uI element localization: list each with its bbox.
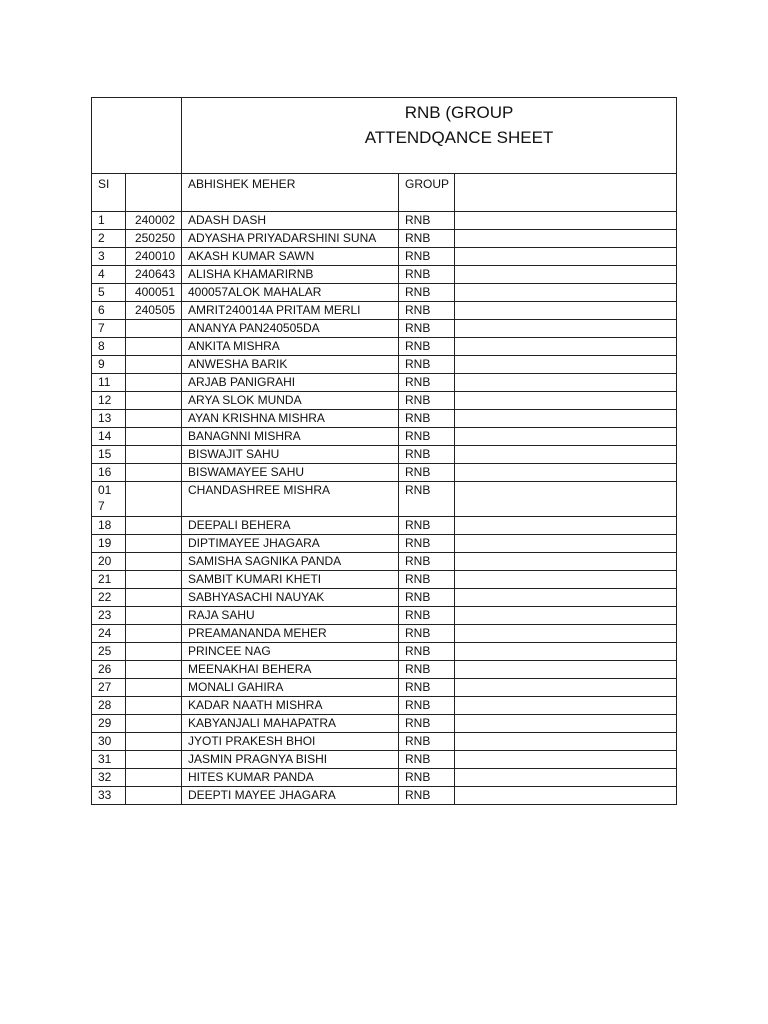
header-name: ABHISHEK MEHER: [182, 174, 399, 212]
row-si-cell: 8: [92, 338, 126, 356]
table-row: [92, 553, 677, 571]
row-name-cell: ANWESHA BARIK: [182, 356, 399, 374]
row-group-cell: RNB: [399, 643, 455, 661]
row-name-cell: MONALI GAHIRA: [182, 679, 399, 697]
row-code-cell: [126, 428, 182, 446]
row-name-cell: 400057ALOK MAHALAR: [182, 284, 399, 302]
row-name-cell: MEENAKHAI BEHERA: [182, 661, 399, 679]
title-row: [92, 98, 677, 174]
row-code-cell: [126, 553, 182, 571]
row-code-cell: [126, 661, 182, 679]
row-name-cell: BISWAJIT SAHU: [182, 446, 399, 464]
row-group-cell: RNB: [399, 589, 455, 607]
row-extra-cell: [455, 428, 677, 446]
row-code-cell: 400051: [126, 284, 182, 302]
row-group-cell: RNB: [399, 302, 455, 320]
table-row: [92, 482, 677, 517]
row-si-cell: 7: [92, 320, 126, 338]
row-code-cell: [126, 715, 182, 733]
row-si-cell: 14: [92, 428, 126, 446]
row-group-cell: RNB: [399, 392, 455, 410]
table-row: [92, 410, 677, 428]
row-group-cell: RNB: [399, 320, 455, 338]
table-row: [92, 535, 677, 553]
header-code: [126, 174, 182, 212]
table-row: [92, 571, 677, 589]
row-group-cell: RNB: [399, 625, 455, 643]
table-row: [92, 230, 677, 248]
row-name-cell: CHANDASHREE MISHRA: [182, 482, 399, 517]
row-name-cell: KABYANJALI MAHAPATRA: [182, 715, 399, 733]
table-row: [92, 374, 677, 392]
row-code-cell: [126, 769, 182, 787]
row-extra-cell: [455, 410, 677, 428]
table-row: [92, 643, 677, 661]
row-name-cell: ANANYA PAN240505DA: [182, 320, 399, 338]
row-extra-cell: [455, 679, 677, 697]
row-group-cell: RNB: [399, 374, 455, 392]
row-code-cell: [126, 571, 182, 589]
row-name-cell: BANAGNNI MISHRA: [182, 428, 399, 446]
row-code-cell: [126, 392, 182, 410]
table-row: [92, 787, 677, 805]
row-code-cell: 240505: [126, 302, 182, 320]
row-code-cell: 240002: [126, 212, 182, 230]
row-si-cell: 32: [92, 769, 126, 787]
row-si-cell: 13: [92, 410, 126, 428]
row-code-cell: [126, 356, 182, 374]
title-blank-cell: [92, 98, 182, 174]
row-group-cell: RNB: [399, 230, 455, 248]
row-name-cell: RAJA SAHU: [182, 607, 399, 625]
table-row: [92, 428, 677, 446]
row-name-cell: DEEPALI BEHERA: [182, 517, 399, 535]
row-group-cell: RNB: [399, 410, 455, 428]
row-extra-cell: [455, 715, 677, 733]
row-code-cell: [126, 697, 182, 715]
row-extra-cell: [455, 230, 677, 248]
row-group-cell: RNB: [399, 661, 455, 679]
table-row: [92, 248, 677, 266]
row-si-cell: 11: [92, 374, 126, 392]
table-row: [92, 266, 677, 284]
row-name-cell: SAMISHA SAGNIKA PANDA: [182, 553, 399, 571]
row-extra-cell: [455, 607, 677, 625]
row-si-cell: 01 7: [92, 482, 126, 517]
row-extra-cell: [455, 320, 677, 338]
row-code-cell: [126, 607, 182, 625]
row-code-cell: [126, 787, 182, 805]
row-name-cell: ARJAB PANIGRAHI: [182, 374, 399, 392]
row-extra-cell: [455, 302, 677, 320]
row-name-cell: AMRIT240014A PRITAM MERLI: [182, 302, 399, 320]
row-group-cell: RNB: [399, 787, 455, 805]
row-extra-cell: [455, 661, 677, 679]
row-group-cell: RNB: [399, 733, 455, 751]
row-extra-cell: [455, 248, 677, 266]
row-si-cell: 24: [92, 625, 126, 643]
table-row: [92, 715, 677, 733]
sheet-title-line-1: RNB (GROUP: [404, 103, 514, 122]
row-group-cell: RNB: [399, 553, 455, 571]
row-si-cell: 26: [92, 661, 126, 679]
row-code-cell: [126, 446, 182, 464]
row-code-cell: 240643: [126, 266, 182, 284]
sheet-title-line-2: ATTENDQANCE SHEET: [364, 128, 554, 147]
row-name-cell: DEEPTI MAYEE JHAGARA: [182, 787, 399, 805]
row-extra-cell: [455, 643, 677, 661]
row-code-cell: [126, 517, 182, 535]
row-extra-cell: [455, 625, 677, 643]
row-code-cell: 250250: [126, 230, 182, 248]
row-name-cell: AYAN KRISHNA MISHRA: [182, 410, 399, 428]
row-extra-cell: [455, 787, 677, 805]
row-name-cell: SABHYASACHI NAUYAK: [182, 589, 399, 607]
row-si-cell: 19: [92, 535, 126, 553]
row-extra-cell: [455, 482, 677, 517]
row-extra-cell: [455, 464, 677, 482]
row-si-cell: 5: [92, 284, 126, 302]
row-group-cell: RNB: [399, 212, 455, 230]
row-si-cell: 18: [92, 517, 126, 535]
row-group-cell: RNB: [399, 769, 455, 787]
row-si-cell: 22: [92, 589, 126, 607]
row-group-cell: RNB: [399, 266, 455, 284]
table-row: [92, 733, 677, 751]
attendance-sheet-table: [91, 97, 677, 805]
row-si-cell: 3: [92, 248, 126, 266]
row-code-cell: 240010: [126, 248, 182, 266]
table-row: [92, 446, 677, 464]
table-row: [92, 320, 677, 338]
header-extra: [455, 174, 677, 212]
row-extra-cell: [455, 284, 677, 302]
table-row: [92, 392, 677, 410]
row-extra-cell: [455, 589, 677, 607]
row-extra-cell: [455, 535, 677, 553]
row-group-cell: RNB: [399, 679, 455, 697]
row-name-cell: BISWAMAYEE SAHU: [182, 464, 399, 482]
row-name-cell: ANKITA MISHRA: [182, 338, 399, 356]
row-group-cell: RNB: [399, 464, 455, 482]
row-code-cell: [126, 338, 182, 356]
table-row: [92, 284, 677, 302]
row-group-cell: RNB: [399, 535, 455, 553]
row-code-cell: [126, 733, 182, 751]
row-name-cell: SAMBIT KUMARI KHETI: [182, 571, 399, 589]
table-row: [92, 769, 677, 787]
row-group-cell: RNB: [399, 715, 455, 733]
row-group-cell: RNB: [399, 482, 455, 517]
row-code-cell: [126, 751, 182, 769]
row-name-cell: ARYA SLOK MUNDA: [182, 392, 399, 410]
row-si-cell: 1: [92, 212, 126, 230]
title-cell: [182, 98, 677, 174]
table-row: [92, 751, 677, 769]
row-si-cell: 16: [92, 464, 126, 482]
row-group-cell: RNB: [399, 751, 455, 769]
row-extra-cell: [455, 733, 677, 751]
row-group-cell: RNB: [399, 338, 455, 356]
row-group-cell: RNB: [399, 607, 455, 625]
row-extra-cell: [455, 392, 677, 410]
row-si-cell: 33: [92, 787, 126, 805]
table-row: [92, 356, 677, 374]
row-group-cell: RNB: [399, 356, 455, 374]
row-extra-cell: [455, 446, 677, 464]
row-code-cell: [126, 643, 182, 661]
row-name-cell: ALISHA KHAMARIRNB: [182, 266, 399, 284]
row-si-cell: 30: [92, 733, 126, 751]
row-group-cell: RNB: [399, 284, 455, 302]
row-code-cell: [126, 535, 182, 553]
row-si-cell: 12: [92, 392, 126, 410]
table-row: [92, 464, 677, 482]
row-group-cell: RNB: [399, 248, 455, 266]
row-si-cell: 28: [92, 697, 126, 715]
row-code-cell: [126, 320, 182, 338]
row-group-cell: RNB: [399, 697, 455, 715]
row-si-cell: 6: [92, 302, 126, 320]
row-extra-cell: [455, 751, 677, 769]
table-row: [92, 625, 677, 643]
row-extra-cell: [455, 212, 677, 230]
row-extra-cell: [455, 356, 677, 374]
table-row: [92, 302, 677, 320]
table-row: [92, 589, 677, 607]
row-group-cell: RNB: [399, 428, 455, 446]
row-code-cell: [126, 374, 182, 392]
row-name-cell: KADAR NAATH MISHRA: [182, 697, 399, 715]
row-code-cell: [126, 482, 182, 517]
row-name-cell: ADYASHA PRIYADARSHINI SUNA: [182, 230, 399, 248]
row-name-cell: ADASH DASH: [182, 212, 399, 230]
row-extra-cell: [455, 553, 677, 571]
row-name-cell: JYOTI PRAKESH BHOI: [182, 733, 399, 751]
row-name-cell: JASMIN PRAGNYA BISHI: [182, 751, 399, 769]
row-name-cell: PREAMANANDA MEHER: [182, 625, 399, 643]
row-name-cell: PRINCEE NAG: [182, 643, 399, 661]
row-name-cell: HITES KUMAR PANDA: [182, 769, 399, 787]
row-code-cell: [126, 464, 182, 482]
row-extra-cell: [455, 374, 677, 392]
header-si: SI: [92, 174, 126, 212]
table-row: [92, 212, 677, 230]
row-extra-cell: [455, 517, 677, 535]
row-si-cell: 25: [92, 643, 126, 661]
table-row: [92, 607, 677, 625]
table-row: [92, 679, 677, 697]
table-row: [92, 338, 677, 356]
table-row: [92, 661, 677, 679]
row-extra-cell: [455, 338, 677, 356]
row-group-cell: RNB: [399, 517, 455, 535]
row-name-cell: DIPTIMAYEE JHAGARA: [182, 535, 399, 553]
header-group: GROUP: [399, 174, 455, 212]
row-si-cell: 15: [92, 446, 126, 464]
row-si-cell: 2: [92, 230, 126, 248]
row-si-cell: 31: [92, 751, 126, 769]
row-si-cell: 9: [92, 356, 126, 374]
header-row: [92, 174, 677, 212]
row-code-cell: [126, 625, 182, 643]
row-extra-cell: [455, 769, 677, 787]
row-si-cell: 20: [92, 553, 126, 571]
row-code-cell: [126, 589, 182, 607]
row-si-cell: 21: [92, 571, 126, 589]
row-code-cell: [126, 679, 182, 697]
row-group-cell: RNB: [399, 571, 455, 589]
row-group-cell: RNB: [399, 446, 455, 464]
row-si-cell: 27: [92, 679, 126, 697]
row-extra-cell: [455, 266, 677, 284]
row-si-cell: 4: [92, 266, 126, 284]
row-si-cell: 29: [92, 715, 126, 733]
row-si-cell: 23: [92, 607, 126, 625]
row-extra-cell: [455, 571, 677, 589]
table-row: [92, 517, 677, 535]
row-code-cell: [126, 410, 182, 428]
row-extra-cell: [455, 697, 677, 715]
row-name-cell: AKASH KUMAR SAWN: [182, 248, 399, 266]
table-row: [92, 697, 677, 715]
